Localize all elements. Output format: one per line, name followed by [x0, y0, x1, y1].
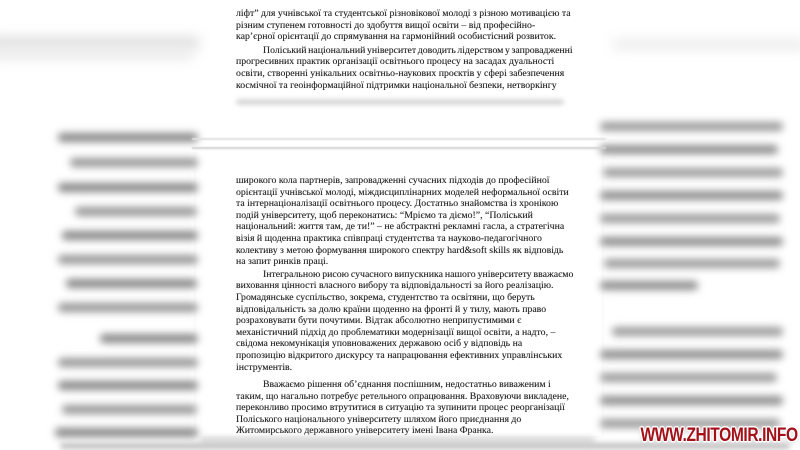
blurred-band [70, 158, 198, 167]
text-line: відповідальність за долю країни щоденно на фронті й у тилу, мають право [236, 303, 547, 315]
blurred-band [58, 255, 198, 264]
blurred-band [612, 327, 783, 336]
blurred-band [75, 207, 197, 216]
blurred-band [600, 122, 783, 131]
blurred-band [600, 350, 783, 359]
bottom-page [196, 151, 602, 436]
bottom-page-text [236, 175, 573, 437]
blurred-band [0, 37, 200, 48]
text-line: ліфт” для учнівської та студентської різновікової молоді з різною мотивацією та [236, 8, 571, 19]
text-line: орієнтації учнівської молоді, міждисциплінарних моделей неформальної освіти [236, 186, 569, 198]
text-line: широкого кола партнерів, запровадженні сучасних підходів до професійної [236, 175, 550, 186]
text-line: подій університету, щоб переконатись: “Мріємо та діємо!”, “Поліський [236, 209, 533, 221]
blurred-band [100, 334, 198, 343]
text-line: Громадянське суспільство, зокрема, студентство та освітяни, що беруть [236, 291, 535, 303]
top-page-fragment [198, 0, 608, 134]
blurred-band [600, 396, 783, 405]
text-line: Вважаємо рішення об’єднання поспішним, недостатньо виваженим і [263, 379, 551, 391]
paragraph [236, 269, 573, 373]
text-line: та інтернаціоналізації освітнього процесу. Достатньо знайомства із хронікою [236, 198, 559, 210]
faded-text-line [236, 99, 564, 105]
text-line: пропозицію відкритого дискурсу та напрацювання ефективних управлінських [236, 349, 563, 361]
text-line: таким, що нагально потребує ретельного опрацювання. Враховуючи викладене, [236, 390, 569, 402]
text-line: Поліського національного університету шляхом його приєднання до [236, 413, 522, 425]
text-line: космічної та геоінформаційної підтримки національної безпеки, нетворкінгу [236, 79, 557, 91]
blurred-band [600, 373, 777, 382]
text-line: колективу з метою формування широкого спектру hard&soft skills як відповідь [236, 244, 564, 256]
blurred-band [58, 381, 198, 390]
text-line: різним ступенем готовності до здобуття вищої освіти – від професійно- [236, 19, 536, 31]
top-page-text [236, 8, 573, 91]
blurred-band [66, 279, 197, 288]
blurred-band [62, 405, 197, 414]
text-line: Інтегральною рисою сучасного випускника нашого університету вважаємо [263, 268, 574, 280]
text-line: Житомирського державного університету імені Івана Франка. [236, 425, 494, 437]
text-line: кар’єрної орієнтації до спрямування на гармонійний особистісний розвиток. [236, 31, 557, 43]
text-line: візія й щоденна практика співпраці студентства та науково-педагогічного [236, 232, 542, 244]
text-line: національний: життя там, де ти!” – не абстрактні рекламні гасла, а стратегічна [236, 221, 565, 233]
text-line: свідома некомунікація уповноважених державою осіб у відповідь на [236, 338, 523, 350]
text-line: механістичний підхід до проблематики модернізації вищої освіти, а надто, – [236, 326, 556, 338]
blurred-band [58, 303, 198, 312]
blurred-band [0, 51, 194, 59]
blurred-band [603, 168, 783, 177]
text-line: інструментів. [236, 361, 293, 373]
blurred-band [62, 231, 198, 240]
text-line: освіти, створенні унікальних освітньо-наукових проєктів у сфері забезпечення [236, 67, 565, 79]
blurred-band [58, 358, 198, 367]
text-line: на запит ринків праці. [236, 256, 329, 268]
text-line: виховання цінності власного вибору та відповідальності за його реалізацію. [236, 280, 554, 292]
blurred-band [600, 237, 783, 246]
text-line: переконливо просимо втрутитися в ситуацію та зупинити процес реорганізації [236, 402, 565, 414]
text-line: прогресивних практик організації освітнього процесу на засадах дуальності [236, 56, 555, 68]
blurred-band [604, 259, 780, 268]
blurred-band [58, 133, 198, 142]
blurred-band [58, 183, 198, 192]
page-seam [192, 138, 606, 140]
blurred-band [600, 214, 780, 223]
text-line: розраховувати бути почутими. Відтак абсолютно неприпустимими є [236, 315, 522, 327]
blurred-band [55, 428, 198, 437]
text-line: Поліський національний університет доводить лідерством у запровадженні [263, 44, 573, 56]
watermark: WWW.ZHITOMIR.INFO [640, 425, 798, 446]
paragraph [236, 45, 573, 91]
blurred-band [600, 281, 698, 290]
paragraph [236, 379, 573, 437]
blurred-band [600, 191, 783, 200]
paragraph [236, 175, 573, 268]
blurred-band [600, 145, 778, 154]
blurred-band [612, 40, 800, 49]
page-seam [192, 147, 606, 149]
paragraph [236, 8, 573, 43]
